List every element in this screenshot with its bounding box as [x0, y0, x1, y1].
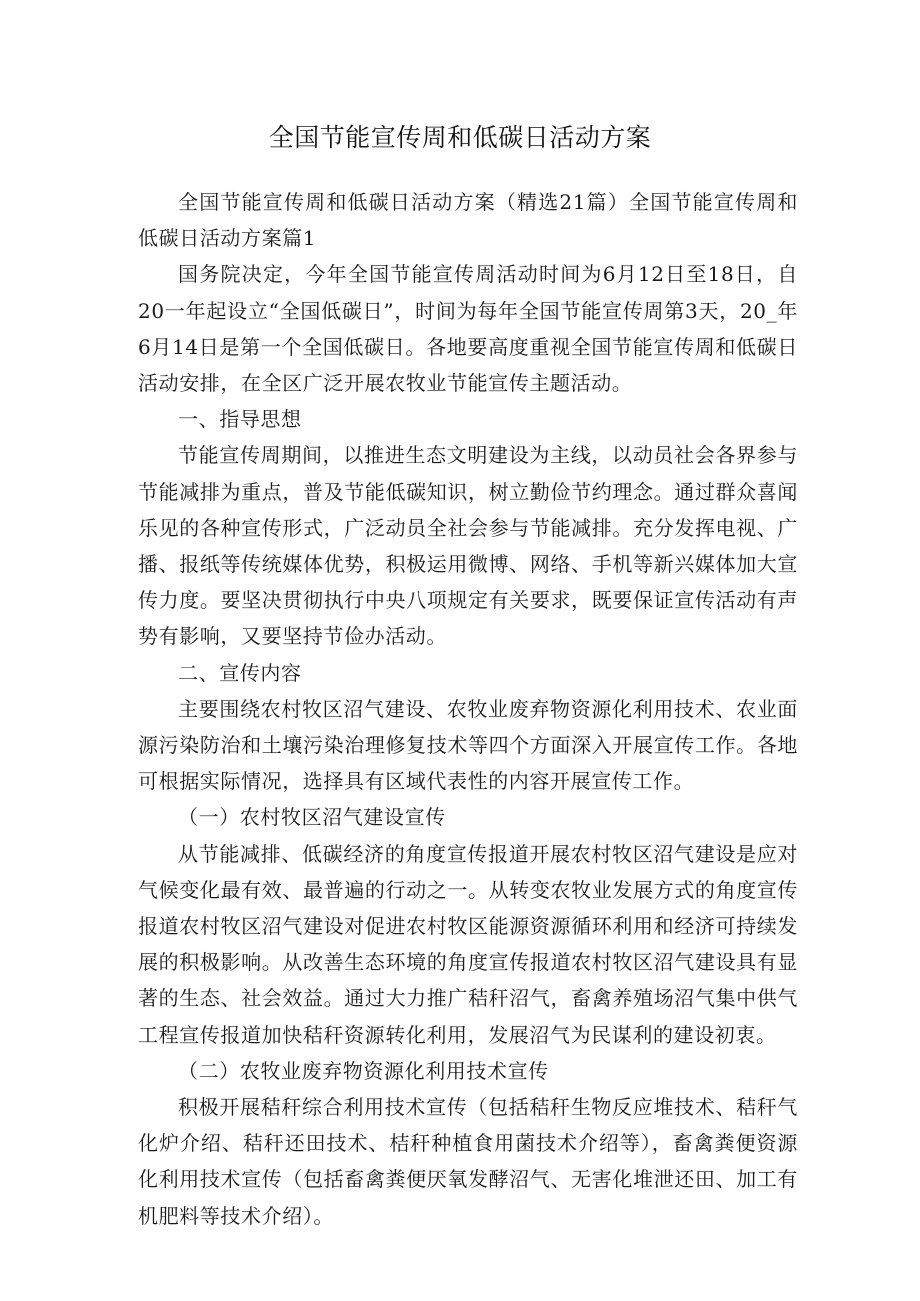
section-heading-publicity-content: 二、宣传内容 — [178, 660, 302, 685]
section-heading-guiding-ideology: 一、指导思想 — [178, 407, 302, 432]
paragraph-background: 国务院决定，今年全国节能宣传周活动时间为6月12日至18日，自20一年起设立“全国低碳日”，时间为每年全国节能宣传周第3天，20_年6月14日是第一个全国低碳日。各地要高度重视全国节能宣传周和低碳日活动安排，在全区广泛开展农牧业节能宣传主题活动。 — [138, 262, 798, 396]
paragraph-waste-utilization: 积极开展秸秆综合利用技术宣传（包括秸秆生物反应堆技术、秸秆气化炉介绍、秸秆还田技术、桔秆种植食用菌技术介绍等），畜禽粪便资源化利用技术宣传（包括畜禽粪便厌氧发酵沼气、无害化堆泄还田、加工有机肥料等技术介绍）。 — [138, 1095, 798, 1228]
paragraph-guiding-ideology: 节能宣传周期间，以推进生态文明建设为主线，以动员社会各界参与节能减排为重点，普及节能低碳知识，树立勤俭节约理念。通过群众喜闻乐见的各种宣传形式，广泛动员全社会参与节能减排。充分发挥电视、广播、报纸等传统媒体优势，积极运用微博、网络、手机等新兴媒体加大宣传力度。要坚决贯彻执行中央八项规定有关要求，既要保证宣传活动有声势有影响，又要坚持节俭办活动。 — [138, 443, 798, 649]
document-title: 全国节能宣传周和低碳日活动方案 — [268, 123, 652, 152]
subsection-heading-waste-utilization: （二）农牧业废弃物资源化利用技术宣传 — [178, 1058, 549, 1083]
paragraph-intro: 全国节能宣传周和低碳日活动方案（精选21篇）全国节能宣传周和低碳日活动方案篇1 — [138, 190, 798, 251]
document-body — [138, 184, 798, 1234]
paragraph-publicity-content: 主要围绕农村牧区沼气建设、农牧业废弃物资源化利用技术、农业面源污染防治和土壤污染治理修复技术等四个方面深入开展宣传工作。各地可根据实际情况，选择具有区域代表性的内容开展宣传工作。 — [138, 696, 798, 794]
subsection-heading-biogas: （一）农村牧区沼气建设宣传 — [178, 805, 446, 830]
paragraph-biogas: 从节能减排、低碳经济的角度宣传报道开展农村牧区沼气建设是应对气候变化最有效、最普遍的行动之一。从转变农牧业发展方式的角度宣传报道农村牧区沼气建设对促进农村牧区能源资源循环利用和经济可持续发展的积极影响。从改善生态环境的角度宣传报道农村牧区沼气建设具有显著的生态、社会效益。通过大力推广秸秆沼气，畜禽养殖场沼气集中供气工程宣传报道加快秸秆资源转化利用，发展沼气为民谋利的建设初衷。 — [138, 841, 798, 1047]
